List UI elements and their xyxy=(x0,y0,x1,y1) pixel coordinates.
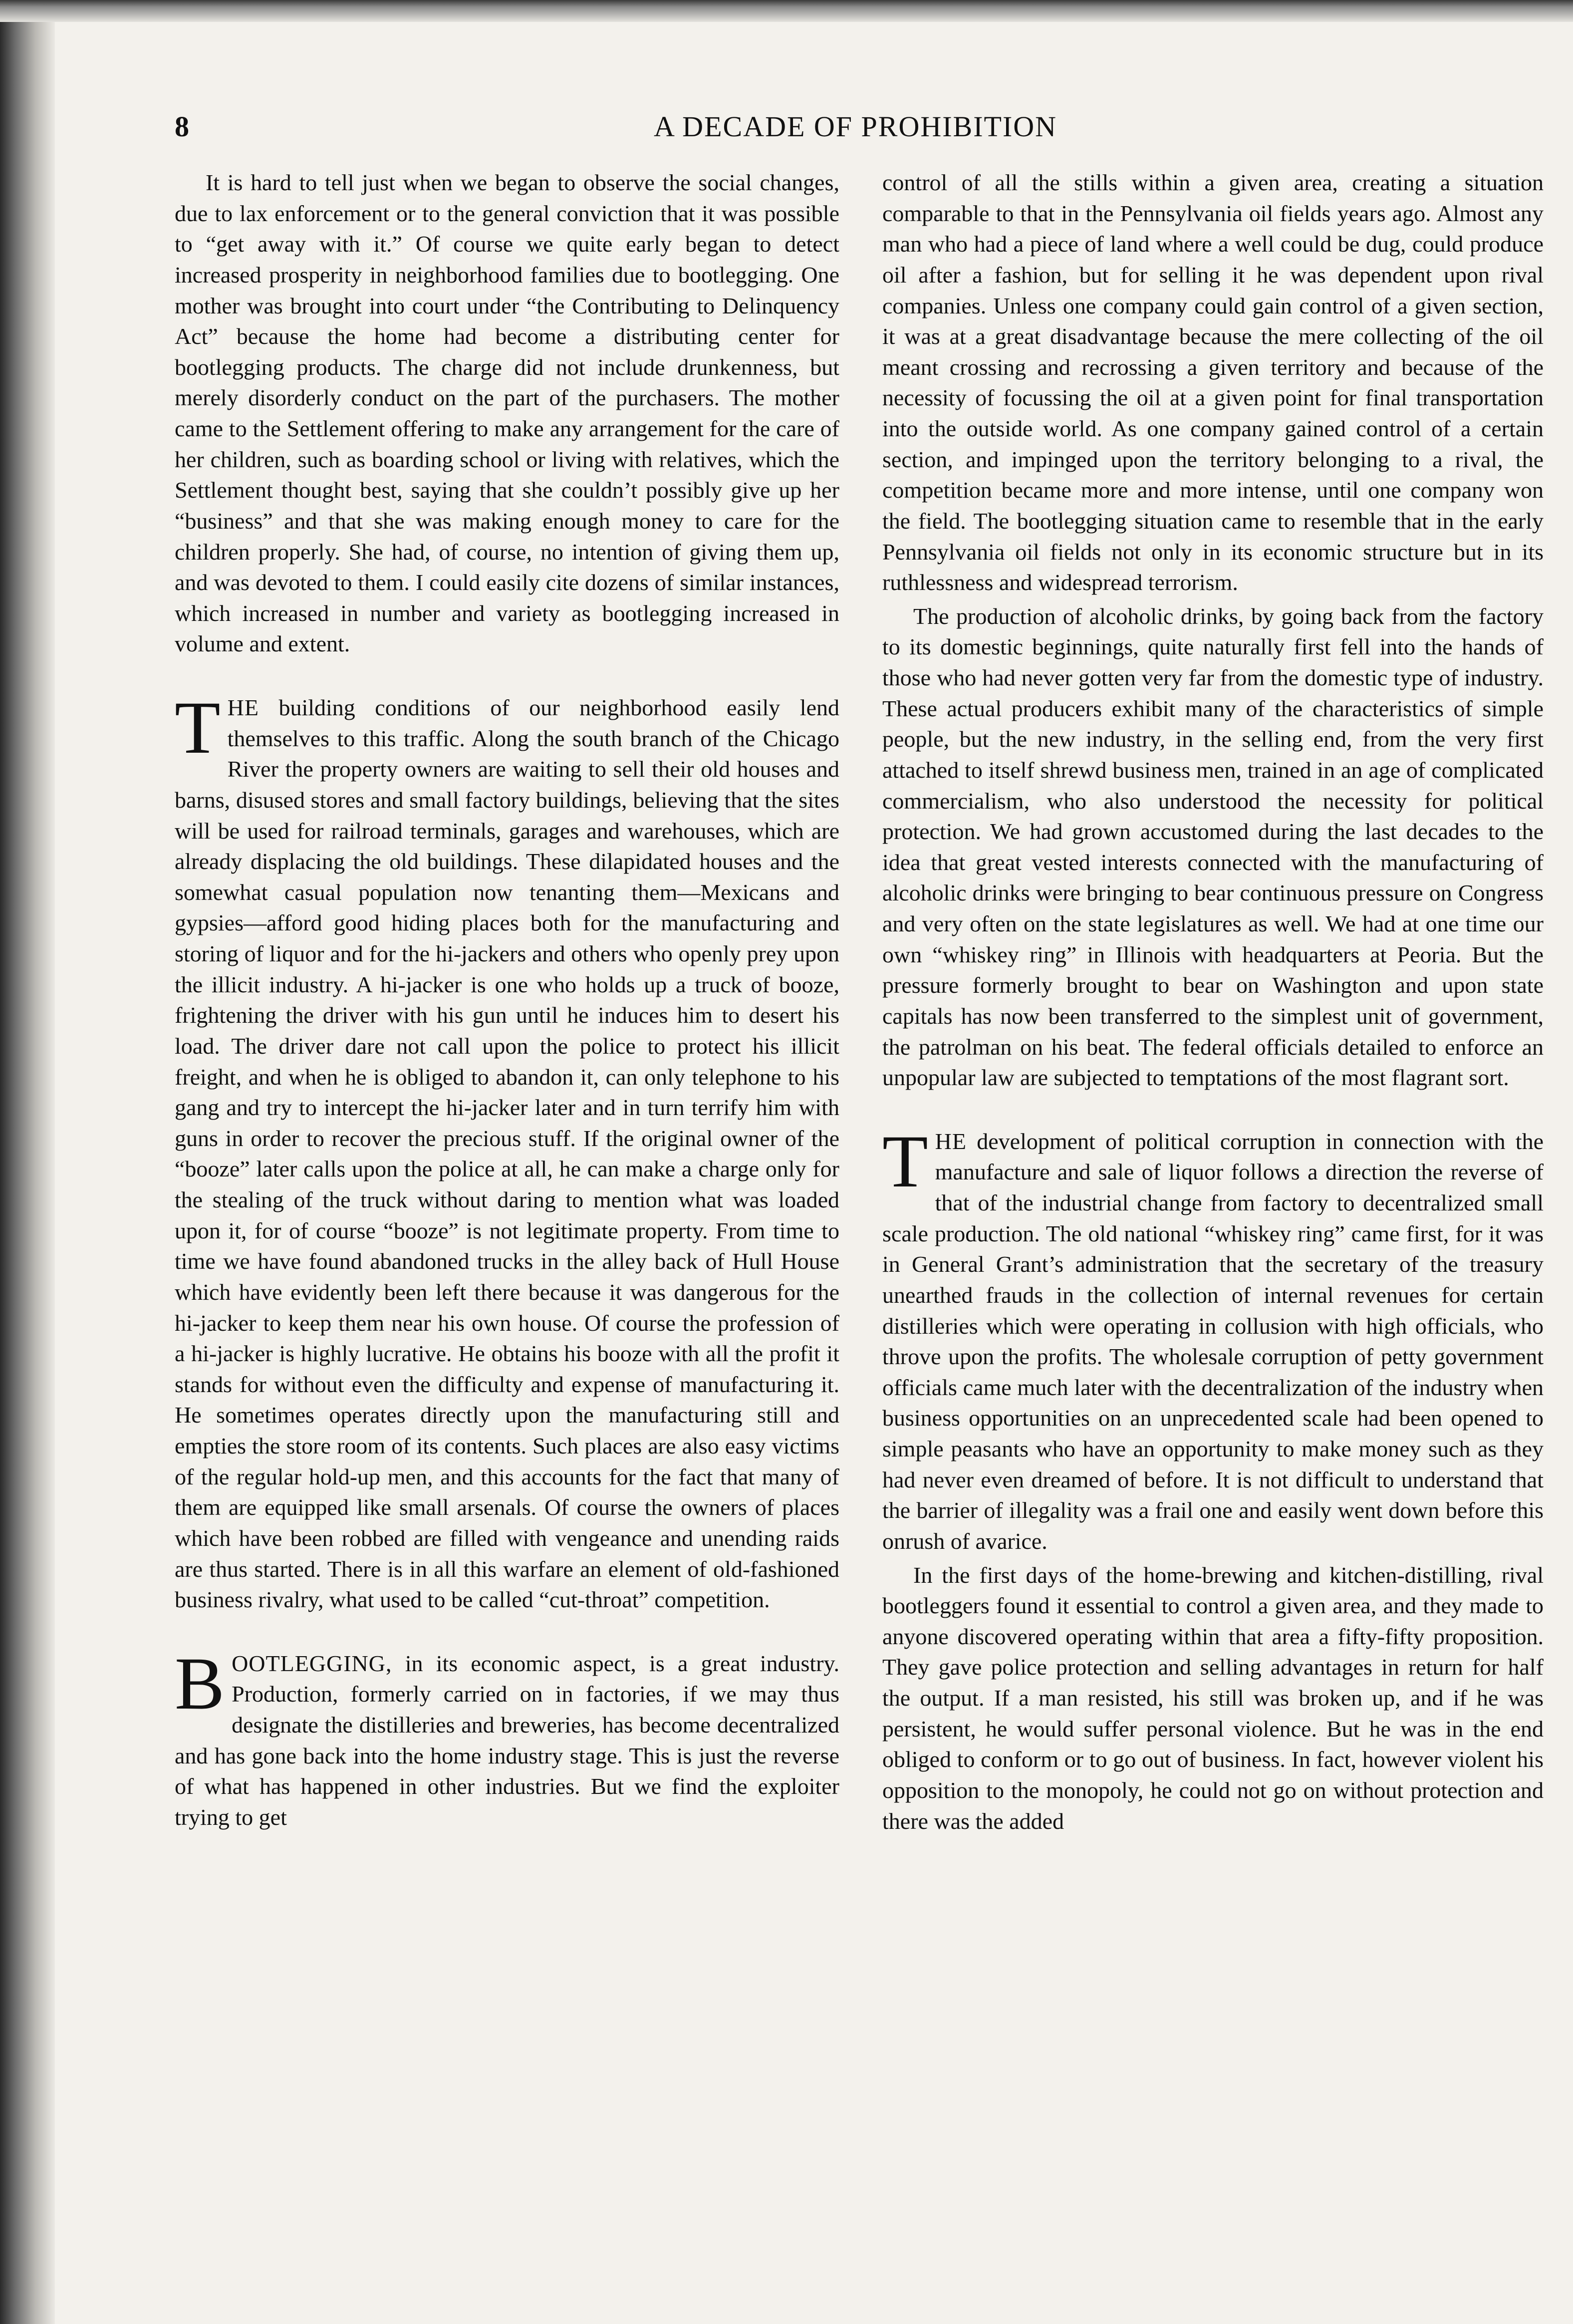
running-header xyxy=(175,110,1567,155)
paragraph: In the first days of the home-brewing and kitchen-distilling, rival bootleggers found it essential to control a given area, and they made to anyone discovered operating within that area a fifty-fifty proposition. They gave police protection and selling advantages in return for half the output. If a man resisted, his still was broken up, and if he was persistent, he would suffer personal violence. But he was in the end obliged to conform or to go out of business. In fact, however violent his opposition to the monopoly, he could not go on without protection and there was the added xyxy=(882,1562,1544,1834)
paragraph-text: building conditions of our neighborhood easily lend themselves to this traffic. Along the south branch of the Chicago River the property owners are waiting to sell their old houses and barns, disused stores and small factory buildings, believing that the sites will be used for railroad terminals, garages and warehouses, which are already displacing the old buildings. These dilapidated houses and the somewhat casual population now tenanting them—Mexicans and gypsies—afford good hiding places both for the manufacturing and storing of liquor and for the hi-jackers and others who openly prey upon the illicit industry. A hi-jacker is one who holds up a truck of booze, frightening the driver with his gun until he induces him to desert his load. The driver dare not call upon the police to protect his illicit freight, and when he is obliged to abandon it, can only telephone to his gang and try to intercept the hi-jacker later and in turn terrify him with guns in order to recover the precious stuff. If the original owner of the “booze” later calls upon the police at all, he can make a charge only for the stealing of the truck without daring to mention what was loaded upon it, for of course “booze” is not legitimate property. From time to time we have found abandoned trucks in the alley back of Hull House which have evidently been left there because it was dangerous for the hi-jacker to keep them near his own house. Of course the profession of a hi-jacker is highly lucrative. He obtains his booze with all the profit it stands for without even the difficulty and expense of manufacturing it. He sometimes operates directly upon the manufacturing still and empties the store room of its contents. Such places are also easy victims of the regular hold-up men, and this accounts for the fact that many of them are equipped like small arsenals. Of course the owners of places which have been robbed are filled with vengeance and unending raids are thus started. There is in all this warfare an element of old-fashioned business rivalry, what used to be called “cut-throat” competition. xyxy=(175,695,839,1613)
lead-word: OOTLEGGING, xyxy=(232,1650,392,1676)
paragraph-continued: control of all the stills within a given area, creating a situation comparable to that in the Pennsylvania oil fields years ago. Almost any man who had a piece of land where a well could be dug, could produce oil after a fashion, but for selling it he was dependent upon rival companies. Unless one company could gain control of a given section, it was at a great disadvantage because the mere collecting of the oil meant crossing and recrossing a given territory and because of the necessity of focussing the oil at a given point for final transportation into the outside world. As one company gained control of a certain section, and impinged upon the territory belonging to a rival, the competition became more and more intense, until one company won the field. The bootlegging situation came to resemble that in the early Pennsylvania oil fields not only in its economic structure but in its ruthlessness and widespread terrorism. xyxy=(882,170,1544,595)
drop-cap: B xyxy=(175,1642,225,1725)
right-column xyxy=(882,167,1544,1836)
section-paragraph xyxy=(175,686,839,1615)
paragraph: It is hard to tell just when we began to observe the social changes, due to lax enforcement or to the general conviction that it was possible to “get away with it.” Of course we quite early began to detect increased prosperity in neighborhood families due to bootlegging. One mother was brought into court under “the Contributing to Delinquency Act” because the home had become a distributing center for bootlegging products. The charge did not include drunkenness, but merely disorderly conduct on the part of the purchasers. The mother came to the Settlement offering to make any arrangement for the care of her children, such as boarding school or living with relatives, which the Settlement thought best, saying that she couldn’t possibly give up her “business” and that she was making enough money to care for the children properly. She had, of course, no intention of giving them up, and was devoted to them. I could easily cite dozens of similar instances, which increased in number and variety as bootlegging increased in volume and extent. xyxy=(175,170,839,657)
section-paragraph xyxy=(175,1642,839,1833)
lead-word: HE xyxy=(935,1128,967,1154)
drop-cap: T xyxy=(175,686,221,769)
left-column xyxy=(175,167,839,1833)
paragraph-text: development of political corruption in connection with the manufacture and sale of liquor follows a direction the reverse of that of the industrial change from factory to decentralized small scale production. The old national “whiskey ring” came first, for it was in General Grant’s administration that the secretary of the treasury unearthed frauds in the collection of internal revenues for certain distilleries which were operating in collusion with high officials, who throve upon the profits. The wholesale corruption of petty government officials came much later with the decentralization of the industry when business opportunities on an unprecedented scale had been opened to simple peasants who have an opportunity to make money such as they had never even dreamed of before. It is not difficult to understand that the barrier of illegality was a frail one and easily went down before this onrush of avarice. xyxy=(882,1128,1544,1554)
scan-top-shadow xyxy=(0,0,1573,22)
document-page xyxy=(175,110,1567,2306)
page-number: 8 xyxy=(175,110,189,143)
drop-cap: T xyxy=(882,1120,928,1203)
scan-edge-shadow xyxy=(0,0,55,2324)
section-paragraph xyxy=(882,1120,1544,1557)
paragraph: The production of alcoholic drinks, by going back from the factory to its domestic beginnings, quite naturally first fell into the hands of those who had never gotten very far from the domestic type of industry. These actual producers exhibit many of the characteristics of simple people, but the new industry, in the selling end, from the very first attached to itself shrewd business men, trained in an age of complicated commercialism, who also understood the necessity for political protection. We had grown accustomed during the last decades to the idea that great vested interests connected with the manufacturing of alcoholic drinks were bringing to bear continuous pressure on Congress and very often on the state legislatures as well. We had at one time our own “whiskey ring” in Illinois with headquarters at Peoria. But the pressure formerly brought to bear on Washington and upon state capitals has now been transferred to the simplest unit of government, the patrolman on his beat. The federal officials detailed to enforce an unpopular law are subjected to temptations of the most flagrant sort. xyxy=(882,603,1544,1091)
paragraph-text: in its economic aspect, is a great industry. Production, formerly carried on in factories, if we may thus designate the distilleries and breweries, has become decentralized and has gone back into the home industry stage. This is just the reverse of what has happened in other industries. But we find the exploiter trying to get xyxy=(175,1650,839,1830)
lead-word: HE xyxy=(227,695,259,720)
running-title: A DECADE OF PROHIBITION xyxy=(654,110,1057,143)
